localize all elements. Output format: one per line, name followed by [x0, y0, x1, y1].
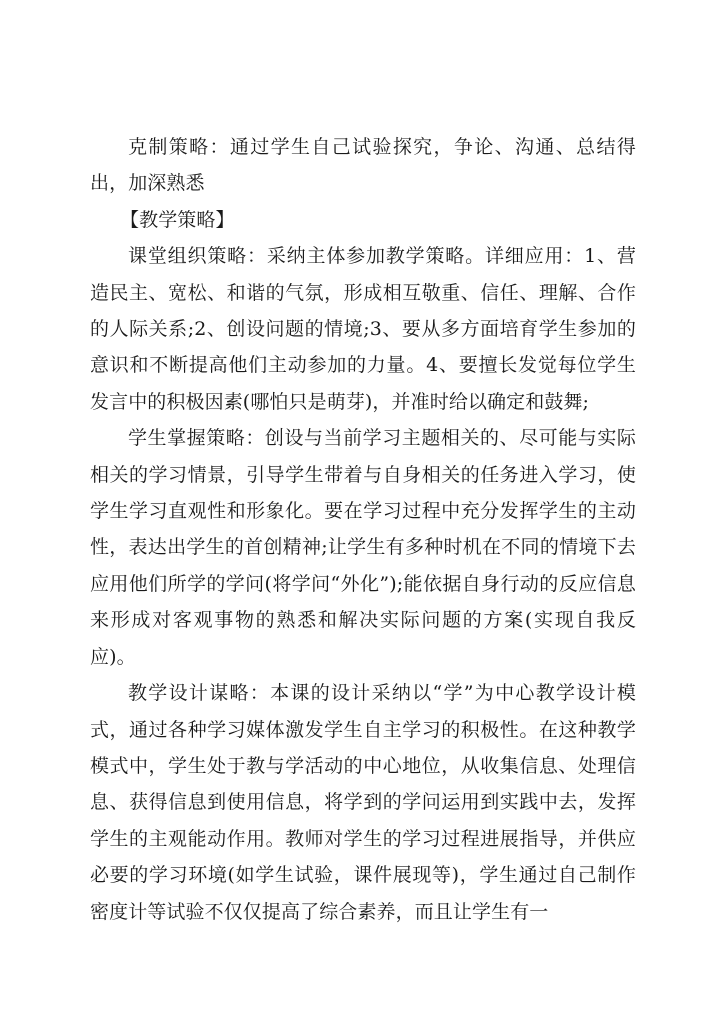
paragraph-control-strategy: 克制策略：通过学生自己试验探究，争论、沟通、总结得出，加深熟悉 [90, 136, 636, 195]
document-body [90, 129, 636, 930]
section-heading-teaching-strategy: 【教学策略】 [120, 208, 235, 231]
paragraph-classroom-organization: 课堂组织策略：采纳主体参加教学策略。详细应用：1、营造民主、宽松、和谐的气氛，形成相互敬重、信任、理解、合作的人际关系;2、创设问题的情境;3、要从多方面培育学生参加的意识和不断提高他们主动参加的力量。4、要擅长发觉每位学生发言中的积极因素(哪怕只是萌芽)，并准时给以确定和鼓舞; [90, 245, 636, 413]
paragraph-student-mastery: 学生掌握策略：创设与当前学习主题相关的、尽可能与实际相关的学习情景，引导学生带着与自身相关的任务进入学习，使学生学习直观性和形象化。要在学习过程中充分发挥学生的主动性，表达出学生的首创精神;让学生有多种时机在不同的情境下去应用他们所学的学问(将学问“外化”);能依据自身行动的反应信息来形成对客观事物的熟悉和解决实际问题的方案(实现自我反应)。 [90, 427, 636, 668]
paragraph-teaching-design: 教学设计谋略：本课的设计采纳以“学”为中心教学设计模式，通过各种学习媒体激发学生自主学习的积极性。在这种教学模式中，学生处于教与学活动的中心地位，从收集信息、处理信息、获得信息到使用信息，将学到的学问运用到实践中去，发挥学生的主观能动作用。教师对学生的学习过程进展指导，并供应必要的学习环境(如学生试验，课件展现等)，学生通过自己制作密度计等试验不仅仅提高了综合素养，而且让学生有一 [90, 682, 636, 923]
